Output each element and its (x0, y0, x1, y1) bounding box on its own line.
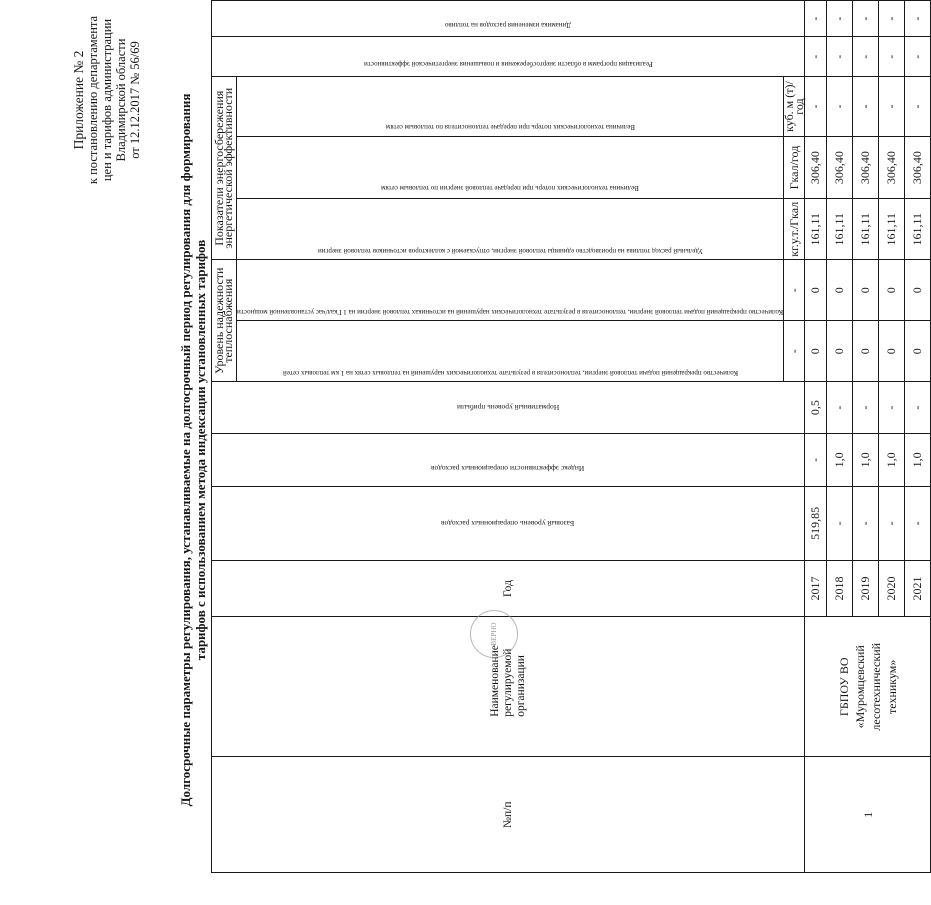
cell-carrierloss: - (853, 77, 879, 137)
cell-year: 2017 (805, 560, 827, 616)
cell-carrierloss: - (805, 77, 827, 137)
cell-profit: - (827, 382, 853, 434)
header-org-text: Наименование регулируемой организации (488, 645, 527, 717)
unit-fuel: кг.у.т./Гкал (784, 199, 805, 260)
cell-base: - (827, 486, 853, 560)
cell-base: - (905, 486, 931, 560)
appendix-header (72, 10, 142, 190)
cell-profit: 0,5 (805, 382, 827, 434)
appendix-title: Приложение № 2 (71, 50, 86, 150)
header-energy-group: Показатели энергосбережения энергетической эффективности (212, 77, 237, 260)
header-program (212, 37, 805, 77)
cell-rel1: 0 (853, 321, 879, 382)
cell-eff: - (805, 433, 827, 486)
cell-dynamics: - (905, 1, 931, 37)
cell-year: 2020 (879, 560, 905, 616)
header-num: №п/п (212, 757, 805, 873)
unit-carrierloss: куб. м (т)/год (784, 77, 805, 137)
cell-dynamics: - (827, 1, 853, 37)
cell-eff: 1,0 (827, 433, 853, 486)
cell-year: 2021 (905, 560, 931, 616)
header-rel1-text: Количество прекращений подачи тепловой энергии, теплоносителя в результате технологических нарушений на тепловых сетях на 1 км тепловых сетей (282, 369, 738, 378)
header-profit-text: Нормативный уровень прибыли (456, 403, 560, 413)
cell-program: - (805, 37, 827, 77)
cell-base: 519,85 (805, 486, 827, 560)
unit-rel2: - (784, 260, 805, 321)
title-line: тарифов с использованием метода индексации установленных тарифов (193, 239, 208, 661)
official-stamp: ВЕРНО (470, 610, 518, 658)
cell-eff: 1,0 (879, 433, 905, 486)
cell-dynamics: - (805, 1, 827, 37)
cell-rel1: 0 (905, 321, 931, 382)
cell-profit: - (905, 382, 931, 434)
unit-rel1: - (784, 321, 805, 382)
table-row (805, 1, 827, 873)
cell-rel2: 0 (805, 260, 827, 321)
cell-base: - (853, 486, 879, 560)
cell-carrierloss: - (827, 77, 853, 137)
cell-base: - (879, 486, 905, 560)
org-name (805, 617, 931, 757)
header-dynamics-text: Динамика изменения расходов на топливо (445, 20, 572, 29)
cell-fuel: 161,11 (853, 199, 879, 260)
cell-rel2: 0 (827, 260, 853, 321)
cell-heatloss: 306,40 (805, 136, 827, 198)
header-profit (212, 382, 805, 434)
cell-dynamics: - (853, 1, 879, 37)
cell-heatloss: 306,40 (879, 136, 905, 198)
cell-heatloss: 306,40 (827, 136, 853, 198)
header-base-text: Базовый уровень операционных расходов (441, 518, 575, 528)
cell-year: 2018 (827, 560, 853, 616)
header-base (212, 486, 805, 560)
header-heatloss (237, 136, 784, 198)
document-title (178, 10, 208, 890)
title-line: Долгосрочные параметры регулирования, устанавливаемые на долгосрочный период регулирования для формирования (178, 93, 193, 807)
cell-program: - (853, 37, 879, 77)
appendix-line: Владимирской области (114, 38, 128, 162)
cell-profit: - (879, 382, 905, 434)
cell-rel1: 0 (827, 321, 853, 382)
cell-carrierloss: - (905, 77, 931, 137)
cell-dynamics: - (879, 1, 905, 37)
header-carrierloss-text: Величина технологических потерь при передаче теплоносителя по тепловым сетям (385, 122, 635, 131)
header-dynamics (212, 1, 805, 37)
cell-fuel: 161,11 (879, 199, 905, 260)
cell-eff: 1,0 (905, 433, 931, 486)
cell-program: - (879, 37, 905, 77)
header-program-text: Реализация программ в области энергосбережения и повышения энергетической эффективности (363, 59, 653, 68)
header-reliability-group: Уровень надежности теплоснабжения (212, 260, 237, 382)
cell-eff: 1,0 (853, 433, 879, 486)
parameters-table (211, 0, 931, 873)
org-name-text: ГБПОУ ВО «Муромцевский лесотехнический техникум» (836, 642, 899, 731)
header-carrierloss (237, 77, 784, 137)
header-rel1 (237, 321, 784, 382)
header-eff-text: Индекс эффективности операционных расходов (431, 463, 585, 473)
cell-fuel: 161,11 (805, 199, 827, 260)
header-fuel (237, 199, 784, 260)
cell-carrierloss: - (879, 77, 905, 137)
appendix-line: цен и тарифов администрации (100, 18, 114, 182)
cell-rel2: 0 (853, 260, 879, 321)
cell-year: 2019 (853, 560, 879, 616)
header-year: Год (212, 560, 805, 616)
header-eff (212, 433, 805, 486)
header-rel2-text: Количество прекращений подачи тепловой энергии, теплоносителя в результате технологических нарушений на источниках тепловой энергии на 1 Гкал/час установленной мощности (237, 308, 784, 317)
header-heatloss-text: Величина технологических потерь при передаче тепловой энергии по тепловым сетям (381, 183, 639, 192)
row-number: 1 (805, 757, 931, 873)
header-fuel-text: Удельный расход топлива на производство единицы тепловой энергии, отпускаемой с коллекторов источников тепловой энергии (317, 247, 703, 256)
cell-rel2: 0 (905, 260, 931, 321)
cell-rel2: 0 (879, 260, 905, 321)
cell-profit: - (853, 382, 879, 434)
cell-fuel: 161,11 (827, 199, 853, 260)
unit-heatloss: Гкал/год (784, 136, 805, 198)
appendix-line: к постановлению департамента (86, 15, 100, 185)
cell-program: - (905, 37, 931, 77)
cell-heatloss: 306,40 (905, 136, 931, 198)
cell-fuel: 161,11 (905, 199, 931, 260)
appendix-date: от 12.12.2017 № 56/69 (128, 41, 142, 159)
cell-program: - (827, 37, 853, 77)
cell-rel1: 0 (879, 321, 905, 382)
cell-rel1: 0 (805, 321, 827, 382)
cell-heatloss: 306,40 (853, 136, 879, 198)
header-rel2 (237, 260, 784, 321)
